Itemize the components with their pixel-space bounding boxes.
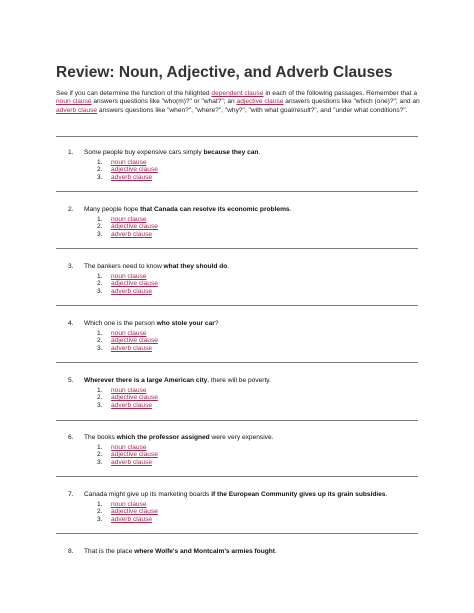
question-line	[68, 491, 428, 499]
dependent-clause-link[interactable]: dependent clause	[211, 90, 264, 97]
option-number: 2.	[97, 508, 103, 516]
intro-text-4: answers questions like "which (one)?"; and an	[283, 98, 420, 106]
question-number: 8.	[68, 548, 74, 555]
option-adjective-clause[interactable]: adjective clause	[111, 508, 158, 516]
intro-text-1: See if you can determine the function of the hilighted	[56, 90, 212, 97]
option-number: 2.	[97, 394, 103, 402]
option-row	[68, 166, 428, 173]
highlighted-clause: who stole your car	[156, 320, 215, 327]
option-number: 3.	[97, 344, 103, 352]
option-number: 1.	[97, 501, 103, 508]
option-number: 3.	[97, 458, 103, 466]
intro-paragraph	[56, 90, 422, 115]
question-6	[68, 434, 428, 466]
option-adjective-clause[interactable]: adjective clause	[111, 223, 158, 231]
answer-options	[68, 216, 428, 238]
question-post: .	[258, 149, 261, 156]
highlighted-clause: that Canada can resolve its economic problems	[140, 206, 290, 213]
option-noun-clause[interactable]: noun clause	[111, 501, 147, 508]
question-1	[68, 149, 428, 181]
question-3	[68, 263, 428, 295]
question-pre: The bankers need to know	[84, 263, 164, 270]
option-noun-clause[interactable]: noun clause	[111, 159, 147, 166]
option-row	[68, 459, 428, 466]
question-5	[68, 377, 428, 409]
answer-options	[68, 387, 428, 409]
question-line	[68, 206, 428, 214]
option-adjective-clause[interactable]: adjective clause	[111, 166, 158, 174]
answer-options	[68, 159, 428, 181]
option-row	[68, 402, 428, 409]
question-8	[68, 548, 428, 556]
option-number: 2.	[97, 280, 103, 288]
page-title: Review: Noun, Adjective, and Adverb Clauses	[56, 64, 393, 81]
divider	[56, 305, 418, 306]
option-row	[68, 394, 428, 401]
question-text	[84, 377, 271, 384]
question-post: , there will be poverty.	[207, 377, 271, 384]
question-number: 5.	[68, 377, 74, 384]
divider	[56, 248, 418, 249]
question-text	[84, 206, 291, 213]
question-number: 6.	[68, 434, 74, 441]
option-number: 1.	[97, 387, 103, 394]
question-4	[68, 320, 428, 352]
option-row	[68, 330, 428, 337]
question-pre: That is the place	[84, 548, 135, 555]
question-post: were very expensive.	[209, 434, 274, 441]
option-row	[68, 280, 428, 287]
option-number: 1.	[97, 444, 103, 451]
option-row	[68, 216, 428, 223]
question-line	[68, 149, 428, 157]
noun-clause-link[interactable]: noun clause	[56, 98, 92, 106]
question-2	[68, 206, 428, 238]
question-pre: Many people hope	[84, 206, 141, 213]
question-text	[84, 491, 387, 498]
option-number: 1.	[97, 273, 103, 280]
question-post: .	[227, 263, 230, 270]
option-adverb-clause[interactable]: adverb clause	[111, 173, 153, 181]
option-number: 2.	[97, 223, 103, 231]
highlighted-clause: if the European Community gives up its grain subsidies	[211, 491, 386, 498]
option-adverb-clause[interactable]: adverb clause	[111, 287, 153, 295]
option-number: 2.	[97, 337, 103, 345]
highlighted-clause: what they should do	[163, 263, 228, 270]
option-row	[68, 273, 428, 280]
option-adjective-clause[interactable]: adjective clause	[111, 337, 158, 345]
question-line	[68, 377, 428, 385]
adjective-clause-link[interactable]: adjective clause	[236, 98, 284, 106]
option-noun-clause[interactable]: noun clause	[111, 216, 147, 223]
option-row	[68, 174, 428, 181]
intro-text-2: in each of the following passages. Remember that a	[263, 90, 418, 97]
question-number: 3.	[68, 263, 74, 270]
intro-text-5: answers questions like "when?", "where?", "why?", "with what goal/result?", and "under what conditions?".	[97, 106, 408, 114]
adverb-clause-link[interactable]: adverb clause	[56, 106, 98, 114]
question-text	[84, 434, 273, 441]
option-row	[68, 337, 428, 344]
answer-options	[68, 273, 428, 295]
question-number: 2.	[68, 206, 74, 213]
option-row	[68, 501, 428, 508]
question-text	[84, 548, 277, 555]
option-adjective-clause[interactable]: adjective clause	[111, 280, 158, 288]
option-row	[68, 345, 428, 352]
option-row	[68, 444, 428, 451]
option-adjective-clause[interactable]: adjective clause	[111, 451, 158, 459]
option-noun-clause[interactable]: noun clause	[111, 273, 147, 280]
question-post: .	[275, 548, 277, 555]
question-line	[68, 263, 428, 271]
divider	[56, 362, 418, 363]
option-number: 1.	[97, 159, 103, 166]
divider	[56, 191, 418, 192]
question-7	[68, 491, 428, 523]
question-number: 4.	[68, 320, 74, 327]
intro-text-3: answers questions like "who(m)?" or "what?"; an	[91, 98, 237, 106]
question-line	[68, 548, 428, 556]
question-number: 7.	[68, 491, 74, 498]
highlighted-clause: where Wolfe's and Montcalm's armies fought	[134, 548, 275, 555]
question-line	[68, 320, 428, 328]
question-text	[84, 149, 260, 156]
question-text	[84, 263, 229, 270]
option-row	[68, 159, 428, 166]
answer-options	[68, 501, 428, 523]
highlighted-clause: because they can	[203, 149, 259, 156]
option-number: 1.	[97, 216, 103, 223]
highlighted-clause: Wherever there is a large American city	[84, 377, 208, 384]
question-pre: Canada might give up its marketing boards	[84, 491, 212, 498]
highlighted-clause: which the professor assigned	[116, 434, 210, 441]
divider	[56, 476, 418, 477]
option-number: 3.	[97, 401, 103, 409]
divider	[56, 420, 418, 421]
option-row	[68, 223, 428, 230]
question-number: 1.	[68, 149, 74, 156]
option-row	[68, 288, 428, 295]
question-post: .	[385, 491, 388, 498]
option-adverb-clause[interactable]: adverb clause	[111, 458, 153, 466]
option-adverb-clause[interactable]: adverb clause	[111, 515, 153, 523]
option-number: 3.	[97, 287, 103, 295]
option-row	[68, 508, 428, 515]
option-adjective-clause[interactable]: adjective clause	[111, 394, 158, 402]
option-noun-clause[interactable]: noun clause	[111, 444, 147, 451]
question-text	[84, 320, 219, 327]
question-post: .	[289, 206, 292, 213]
option-adverb-clause[interactable]: adverb clause	[111, 401, 153, 409]
question-line	[68, 434, 428, 442]
option-noun-clause[interactable]: noun clause	[111, 330, 147, 337]
option-number: 3.	[97, 515, 103, 523]
option-adverb-clause[interactable]: adverb clause	[111, 230, 153, 238]
question-pre: Some people buy expensive cars simply	[84, 149, 204, 156]
option-row	[68, 387, 428, 394]
option-row	[68, 516, 428, 523]
question-pre: Which one is the person	[84, 320, 157, 327]
option-number: 2.	[97, 451, 103, 459]
option-number: 2.	[97, 166, 103, 174]
question-pre: The books	[84, 434, 117, 441]
divider	[56, 136, 418, 137]
answer-options	[68, 444, 428, 466]
divider	[56, 533, 418, 534]
option-row	[68, 231, 428, 238]
option-noun-clause[interactable]: noun clause	[111, 387, 147, 394]
option-number: 1.	[97, 330, 103, 337]
option-number: 3.	[97, 173, 103, 181]
question-post: ?	[214, 320, 219, 327]
option-adverb-clause[interactable]: adverb clause	[111, 344, 153, 352]
option-row	[68, 451, 428, 458]
option-number: 3.	[97, 230, 103, 238]
answer-options	[68, 330, 428, 352]
